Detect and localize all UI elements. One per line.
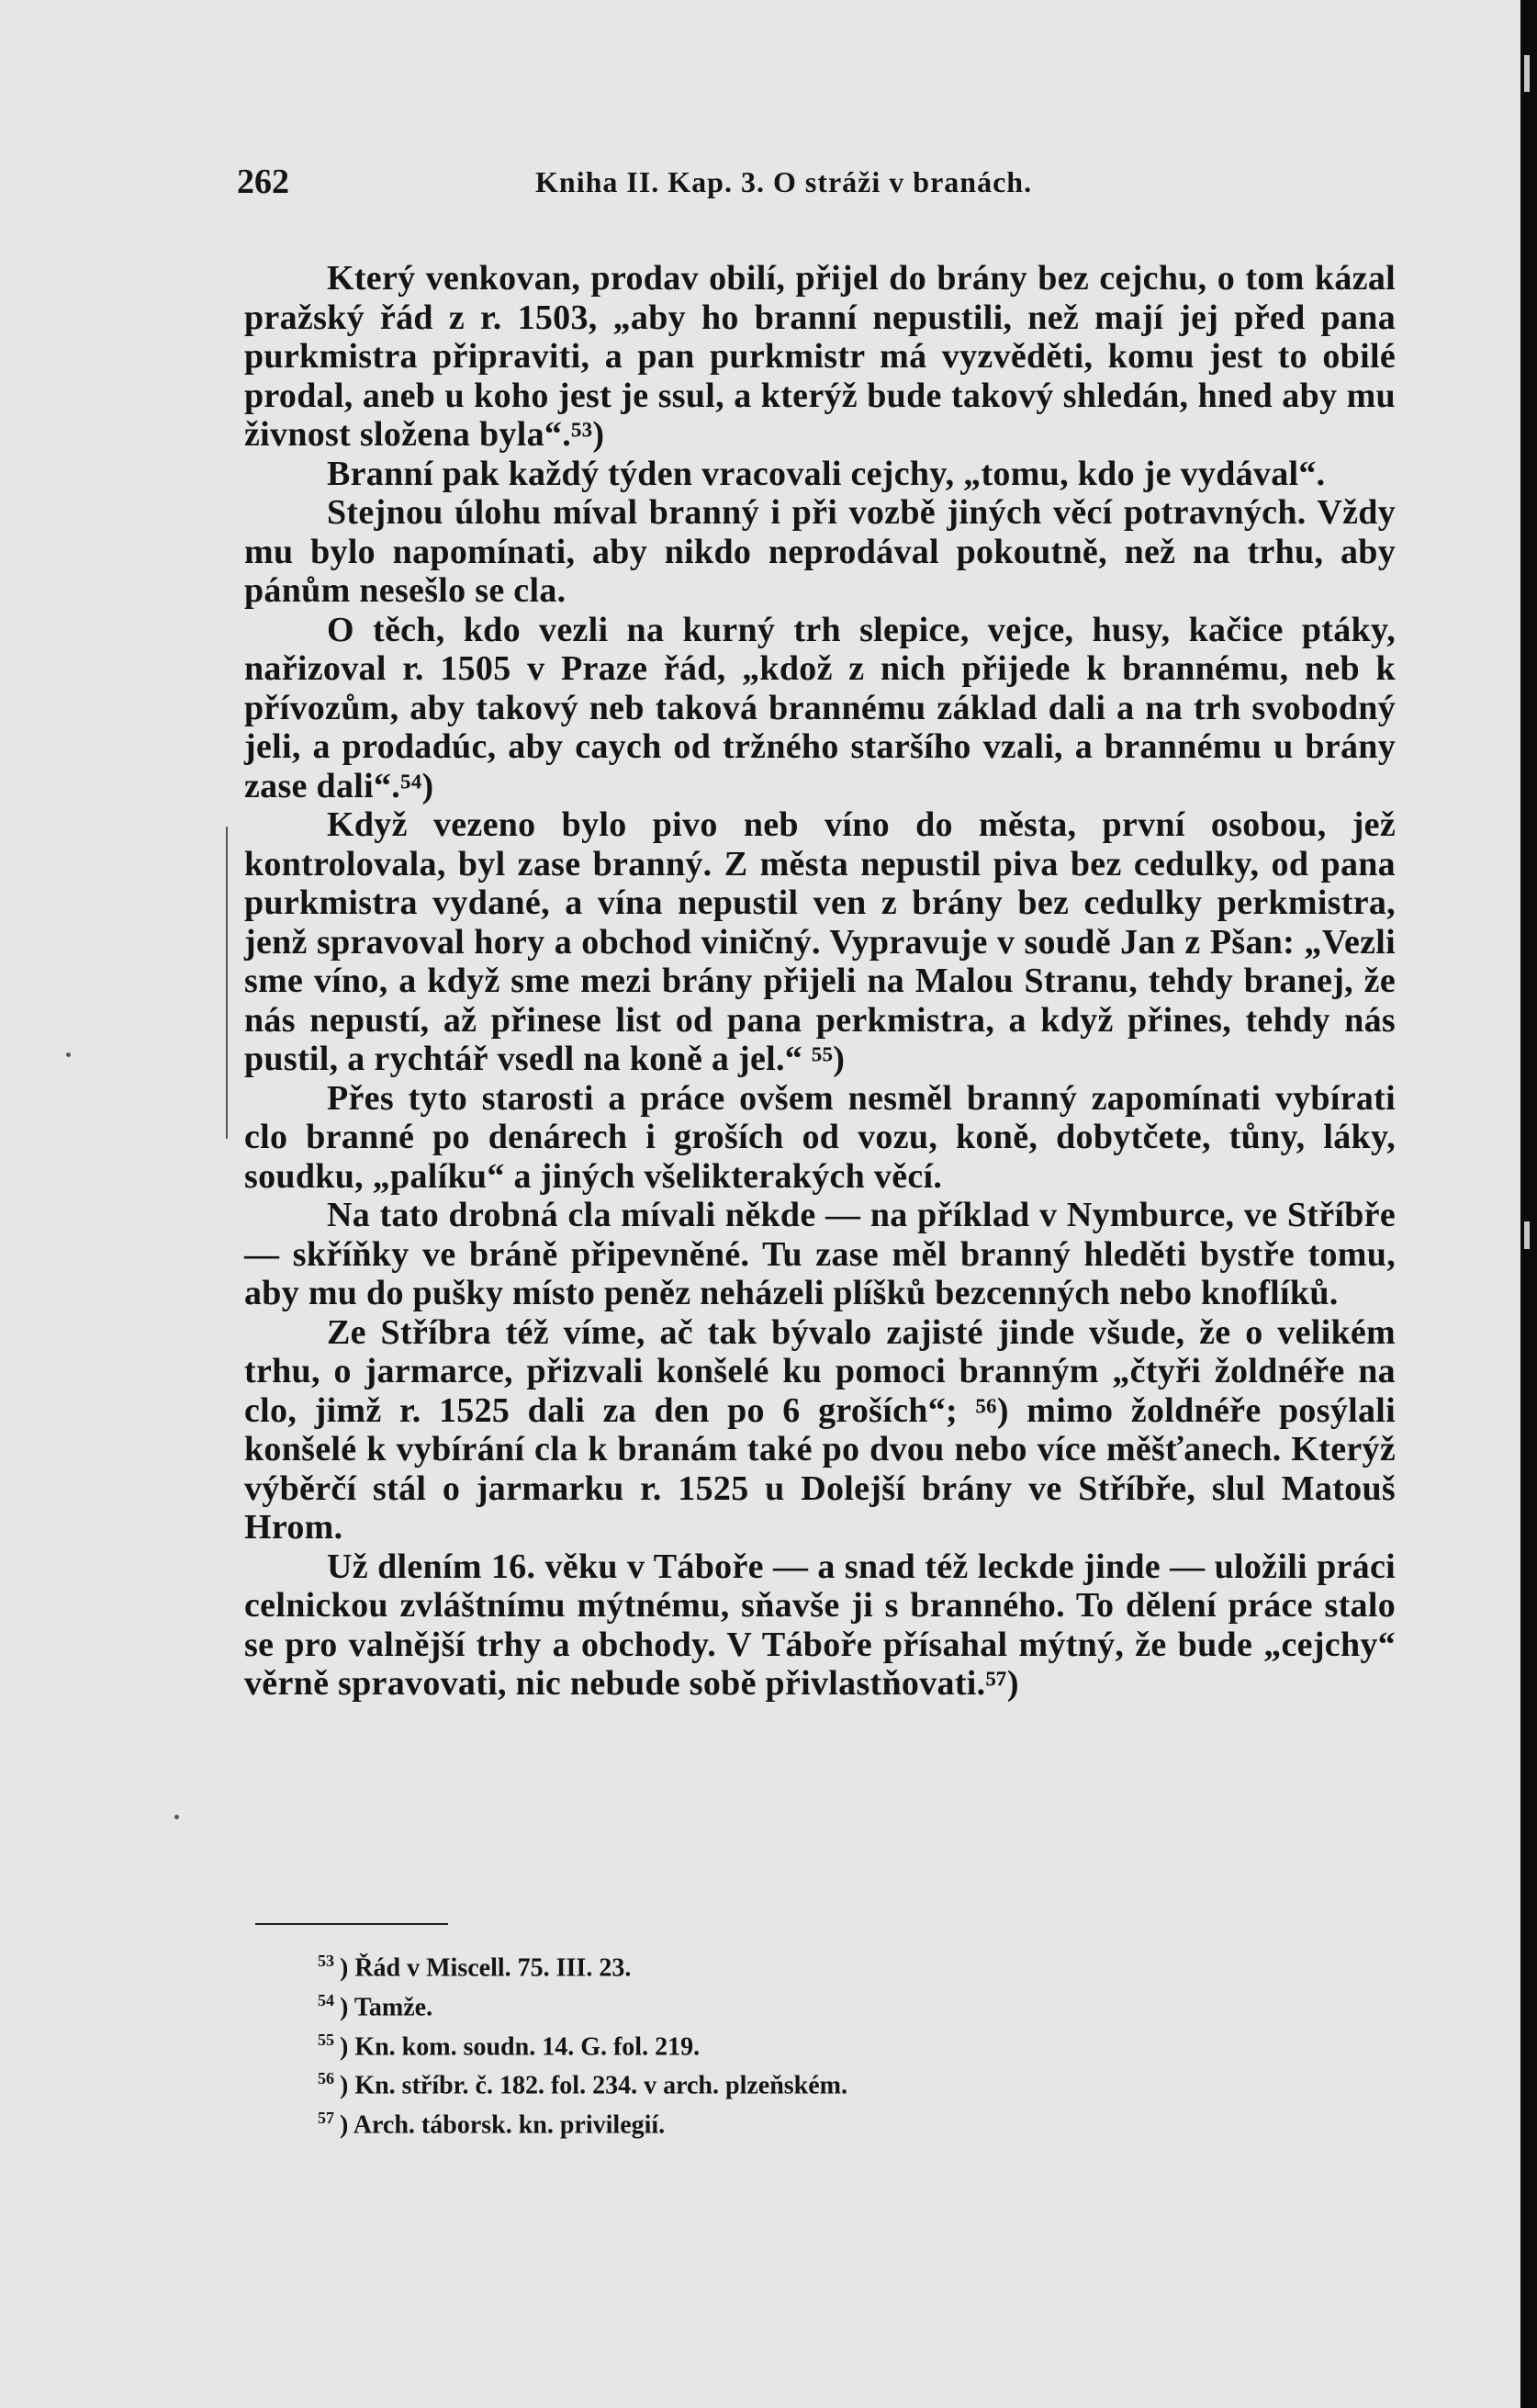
paragraph: Který venkovan, prodav obilí, přijel do brány bez cejchu, o tom kázal pražský řád z r. 1503, „aby ho branní nepustili, než mají jej před pana purkmistra připraviti, a pan purkmistr má vyzvěděti, komu jest to obilé prodal, aneb u koho jest je ssul, a kterýž bude takový shledán, hned aby mu živnost složena byla“.⁵³) <box>244 259 1396 454</box>
paragraph: Už dlením 16. věku v Táboře — a snad též leckde jinde — uložili práci celnickou zvláštnímu mýtnému, sňavše ji s branného. To dělení práce stalo se pro valnější trhy a obchody. V Táboře přísahal mýtný, že bude „cejchy“ věrně spravovati, nic nebude sobě přivlastňovati.⁵⁷) <box>244 1547 1396 1703</box>
footnote-text: Kn. kom. soudn. 14. G. fol. 219. <box>354 2031 701 2061</box>
footnote: $^{54}$ ) Tamže. <box>318 1990 433 2022</box>
footnote: $^{53}$ ) Řád v Miscell. 75. III. 23. <box>318 1952 632 1983</box>
main-text <box>244 259 1396 1704</box>
footnote-mark: 55 <box>318 2030 334 2049</box>
paragraph: Stejnou úlohu míval branný i při vozbě jiných věcí potravných. Vždy mu bylo napomínati, aby nikdo neprodával pokoutně, než na trhu, aby pánům nesešlo se cla. <box>244 493 1396 610</box>
page-number: 262 <box>237 163 289 201</box>
footnote: $^{57}$ ) Arch. táborsk. kn. privilegií. <box>318 2109 666 2140</box>
footnote-mark: 53 <box>318 1952 334 1970</box>
footnote-mark: 54 <box>318 1990 334 2009</box>
paragraph: Na tato drobná cla mívali někde — na příklad v Nymburce, ve Stříbře — skříňky ve bráně připevněné. Tu zase měl branný hleděti bystře tomu, aby mu do pušky místo peněz neházeli plíšků bezcenných nebo knoflíků. <box>244 1196 1396 1312</box>
paragraph: Branní pak každý týden vracovali cejchy, „tomu, kdo je vydával“. <box>327 454 1326 493</box>
footnote: $^{55}$ ) Kn. kom. soudn. 14. G. fol. 219. <box>318 2030 701 2061</box>
footnote-mark: 56 <box>318 2069 334 2088</box>
footnote-text: Tamže. <box>353 1993 433 2022</box>
paragraph: O těch, kdo vezli na kurný trh slepice, vejce, husy, kačice ptáky, nařizoval r. 1505 v Praze řád, „kdož z nich přijede k brannému, neb k přívozům, aby takový neb taková brannému základ dali a na trh svobodný jeli, a prodadúc, aby caych od tržného staršího vzali, a brannému u brány zase dali“.⁵⁴) <box>244 610 1396 805</box>
footnote-text: Kn. stříbr. č. 182. fol. 234. v arch. plzeňském. <box>354 2071 847 2100</box>
footnote-text: Arch. táborsk. kn. privilegií. <box>353 2110 666 2140</box>
footnote-separator <box>255 1923 448 1925</box>
page-header <box>237 162 1355 208</box>
margin-mark <box>226 827 228 1139</box>
paragraph: Přes tyto starosti a práce ovšem nesměl branný zapomínati vybírati clo branné po denárech i groších od vozu, koně, dobytčete, tůny, láky, soudku, „palíku“ a jiných všelikterakých věcí. <box>244 1078 1396 1196</box>
edge-fleck <box>1524 55 1530 92</box>
footnote: $^{56}$ ) Kn. stříbr. č. 182. fol. 234. v arch. plzeňském. <box>318 2069 847 2100</box>
page-speck <box>174 1815 179 1819</box>
footnotes <box>318 1945 1236 2142</box>
page-edge <box>1520 0 1537 2408</box>
paragraph: Když vezeno bylo pivo neb víno do města, první osobou, jež kontrolovala, byl zase branný. Z města nepustil piva bez cedulky, od pana purkmistra vydané, a vína nepustil ven z brány bez cedulky perkmistra, jenž spravoval hory a obchod viničný. Vypravuje v soudě Jan z Pšan: „Vezli sme víno, a když sme mezi brány přijeli na Malou Stranu, tehdy branej, že nás nepustí, až přinese list od pana perkmistra, a když přines, tehdy nás pustil, a rychtář vsedl na koně a jel.“ ⁵⁵) <box>244 805 1396 1078</box>
running-title: Kniha II. Kap. 3. O stráži v branách. <box>535 165 1033 198</box>
page-speck <box>66 1052 71 1057</box>
footnote-mark: 57 <box>318 2109 334 2128</box>
footnote-text: Řád v Miscell. 75. III. 23. <box>354 1953 632 1983</box>
edge-fleck <box>1524 1221 1530 1249</box>
paragraph: Ze Stříbra též víme, ač tak bývalo zajisté jinde všude, že o velikém trhu, o jarmarce, přizvali konšelé ku pomoci branným „čtyři žoldnéře na clo, jimž r. 1525 dali za den po 6 groších“; ⁵⁶) mimo žoldnéře posýlali konšelé k vybírání cla k branám také po dvou nebo více měšťanech. Kterýž výběrčí stál o jarmarku r. 1525 u Dolejší brány ve Stříbře, slul Matouš Hrom. <box>244 1312 1396 1547</box>
